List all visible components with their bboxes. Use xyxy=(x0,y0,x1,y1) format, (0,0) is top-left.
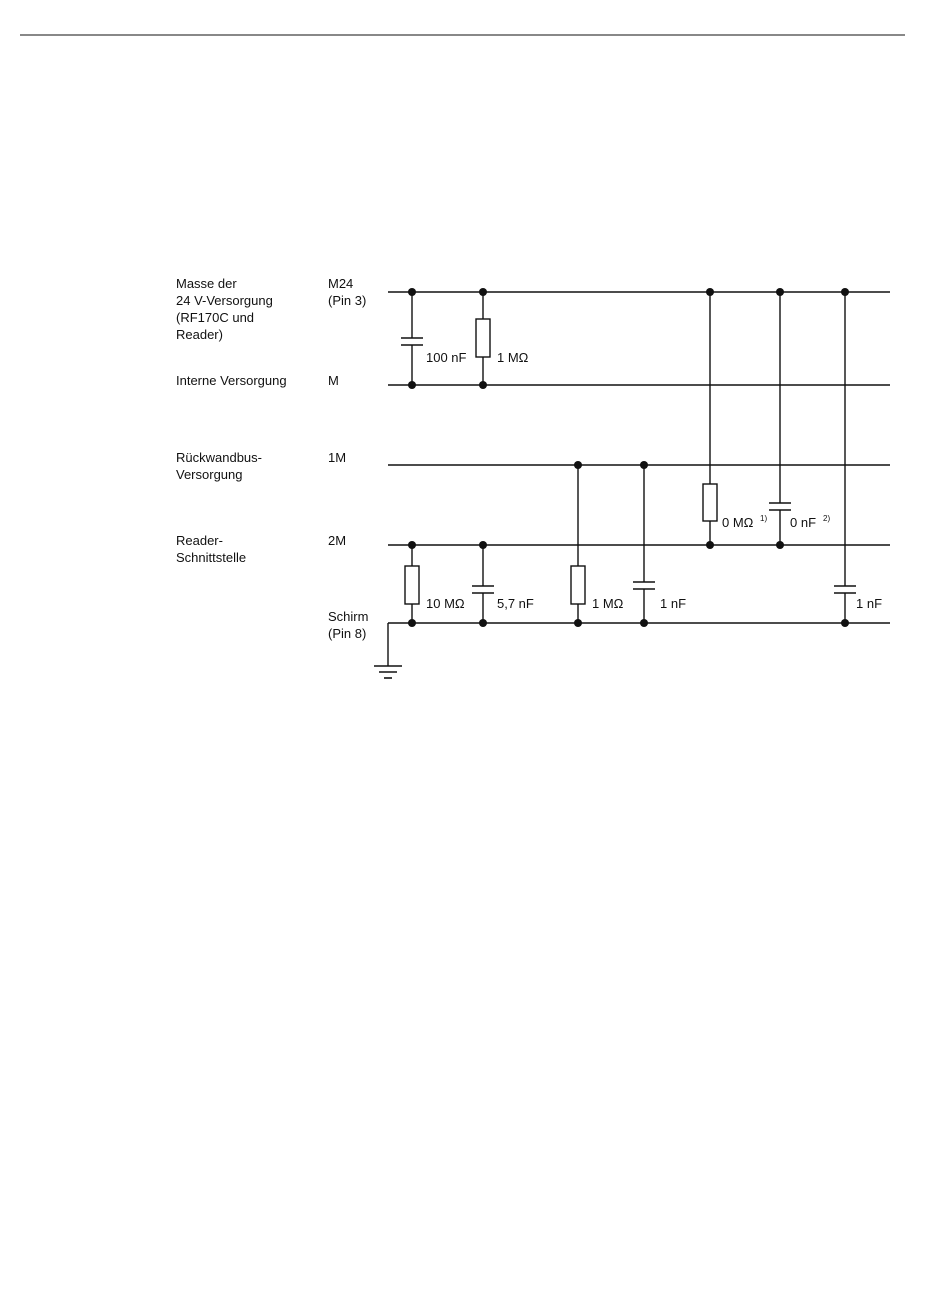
resistor-r1-value: 1 MΩ xyxy=(497,350,529,365)
resistor-r2-value: 10 MΩ xyxy=(426,596,465,611)
label-m24-description xyxy=(176,276,273,342)
resistor-r1 xyxy=(476,288,529,389)
tag-m: M xyxy=(328,373,339,388)
svg-text:(RF170C und: (RF170C und xyxy=(176,310,255,325)
resistor-r4-note: 1) xyxy=(760,514,768,523)
svg-text:24 V-Versorgung: 24 V-Versorgung xyxy=(176,293,273,308)
svg-text:Rückwandbus-: Rückwandbus- xyxy=(176,450,262,465)
svg-text:Reader): Reader) xyxy=(176,327,223,342)
svg-text:Reader-: Reader- xyxy=(176,533,223,548)
label-2m-description xyxy=(176,533,246,565)
resistor-r3-value: 1 MΩ xyxy=(592,596,624,611)
resistor-r4 xyxy=(703,288,767,549)
capacitor-c3-value: 1 nF xyxy=(660,596,687,611)
svg-text:(Pin 8): (Pin 8) xyxy=(328,626,367,641)
tag-schirm xyxy=(328,609,368,641)
capacitor-c4-note: 2) xyxy=(823,514,831,523)
label-m-description: Interne Versorgung xyxy=(176,373,287,388)
capacitor-c4 xyxy=(769,288,830,549)
resistor-r4-value: 0 MΩ xyxy=(722,515,754,530)
capacitor-c2 xyxy=(472,541,534,627)
tag-m24 xyxy=(328,276,366,308)
capacitor-c1 xyxy=(401,288,467,389)
svg-text:Schnittstelle: Schnittstelle xyxy=(176,550,247,565)
svg-text:Schirm: Schirm xyxy=(328,609,369,624)
svg-text:Masse der: Masse der xyxy=(176,276,237,291)
label-1m-description xyxy=(176,450,262,482)
capacitor-c3 xyxy=(633,461,686,627)
ground-icon xyxy=(374,623,402,678)
capacitor-c5-value: 1 nF xyxy=(856,596,883,611)
resistor-r2 xyxy=(405,541,465,627)
capacitor-c5 xyxy=(834,288,882,627)
tag-1m: 1M xyxy=(328,450,347,465)
svg-text:M24: M24 xyxy=(328,276,354,291)
svg-text:Versorgung: Versorgung xyxy=(176,467,243,482)
capacitor-c1-value: 100 nF xyxy=(426,350,467,365)
capacitor-c2-value: 5,7 nF xyxy=(497,596,534,611)
tag-2m: 2M xyxy=(328,533,347,548)
resistor-r3 xyxy=(571,461,624,627)
capacitor-c4-value: 0 nF xyxy=(790,515,817,530)
svg-text:(Pin 3): (Pin 3) xyxy=(328,293,367,308)
